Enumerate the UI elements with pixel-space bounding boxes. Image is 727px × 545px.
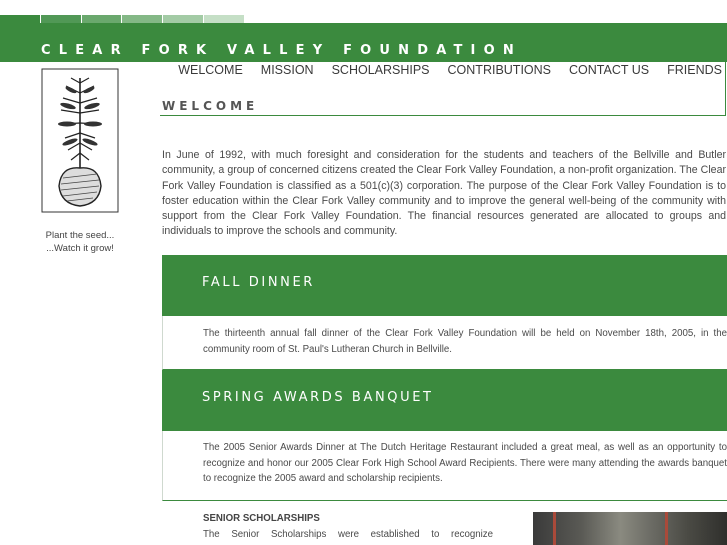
senior-scholarships-text: The Senior Scholarships were established to recognize: [203, 529, 493, 540]
photo-detail: [553, 512, 556, 545]
nav-friends[interactable]: FRIENDS: [667, 63, 722, 77]
seedling-illustration: [41, 68, 119, 213]
senior-scholarships-heading: SENIOR SCHOLARSHIPS: [203, 513, 320, 524]
spring-banquet-box: [162, 431, 727, 501]
fall-dinner-box: [162, 316, 727, 370]
tagline: [30, 229, 130, 255]
color-bar: [82, 15, 122, 23]
color-bar: [204, 15, 244, 23]
spring-banquet-title: SPRING AWARDS BANQUET: [202, 390, 434, 405]
site-header: [0, 23, 727, 62]
main-nav: [160, 62, 722, 77]
nav-scholarships[interactable]: SCHOLARSHIPS: [331, 63, 430, 77]
nav-contributions[interactable]: CONTRIBUTIONS: [447, 63, 552, 77]
fall-dinner-banner: [162, 255, 727, 316]
color-bar: [163, 15, 203, 23]
fall-dinner-text: The thirteenth annual fall dinner of the Clear Fork Valley Foundation will be held on November 18th, 2005, in the community room of St. Paul's Lutheran Church in Bellville.: [203, 328, 727, 355]
top-color-bars: [0, 15, 245, 23]
site-title: CLEAR FORK VALLEY FOUNDATION: [41, 43, 522, 58]
spring-banquet-banner: [162, 370, 727, 431]
color-bar: [122, 15, 162, 23]
nav-mission[interactable]: MISSION: [260, 63, 314, 77]
intro-paragraph: In June of 1992, with much foresight and consideration for the students and teachers of the Bellville and Butler community, a group of concerned citizens created the Clear Fork Valley Foundation, a non-profit organization. The Clear Fork Valley Foundation is classified as a 501(c)(3) corporation. The purpose of the Clear Fork Valley Foundation is to foster education within the Clear Fork Valley community and to improve the general well-being of the community with support from the Clear Fork Valley Foundation. The financial resources generated are allocated to groups and individuals to improve the schools and community.: [162, 149, 726, 238]
page-title: WELCOME: [162, 99, 259, 113]
photo-detail: [665, 512, 668, 545]
spring-banquet-text: The 2005 Senior Awards Dinner at The Dutch Heritage Restaurant included a great meal, as well as an opportunity to recognize and honor our 2005 Clear Fork High School Award Recipients. There were many attending the awards banquet to recognize the 2005 award and scholarship recipients.: [203, 442, 727, 484]
tagline-plant: Plant the seed...: [45, 230, 115, 241]
color-bar: [41, 15, 81, 23]
tagline-grow: ...Watch it grow!: [46, 243, 114, 254]
nav-contact-us[interactable]: CONTACT US: [569, 63, 650, 77]
nav-welcome[interactable]: WELCOME: [178, 63, 243, 77]
color-bar: [0, 15, 40, 23]
fall-dinner-title: FALL DINNER: [202, 275, 315, 290]
banquet-photo: [533, 512, 727, 545]
